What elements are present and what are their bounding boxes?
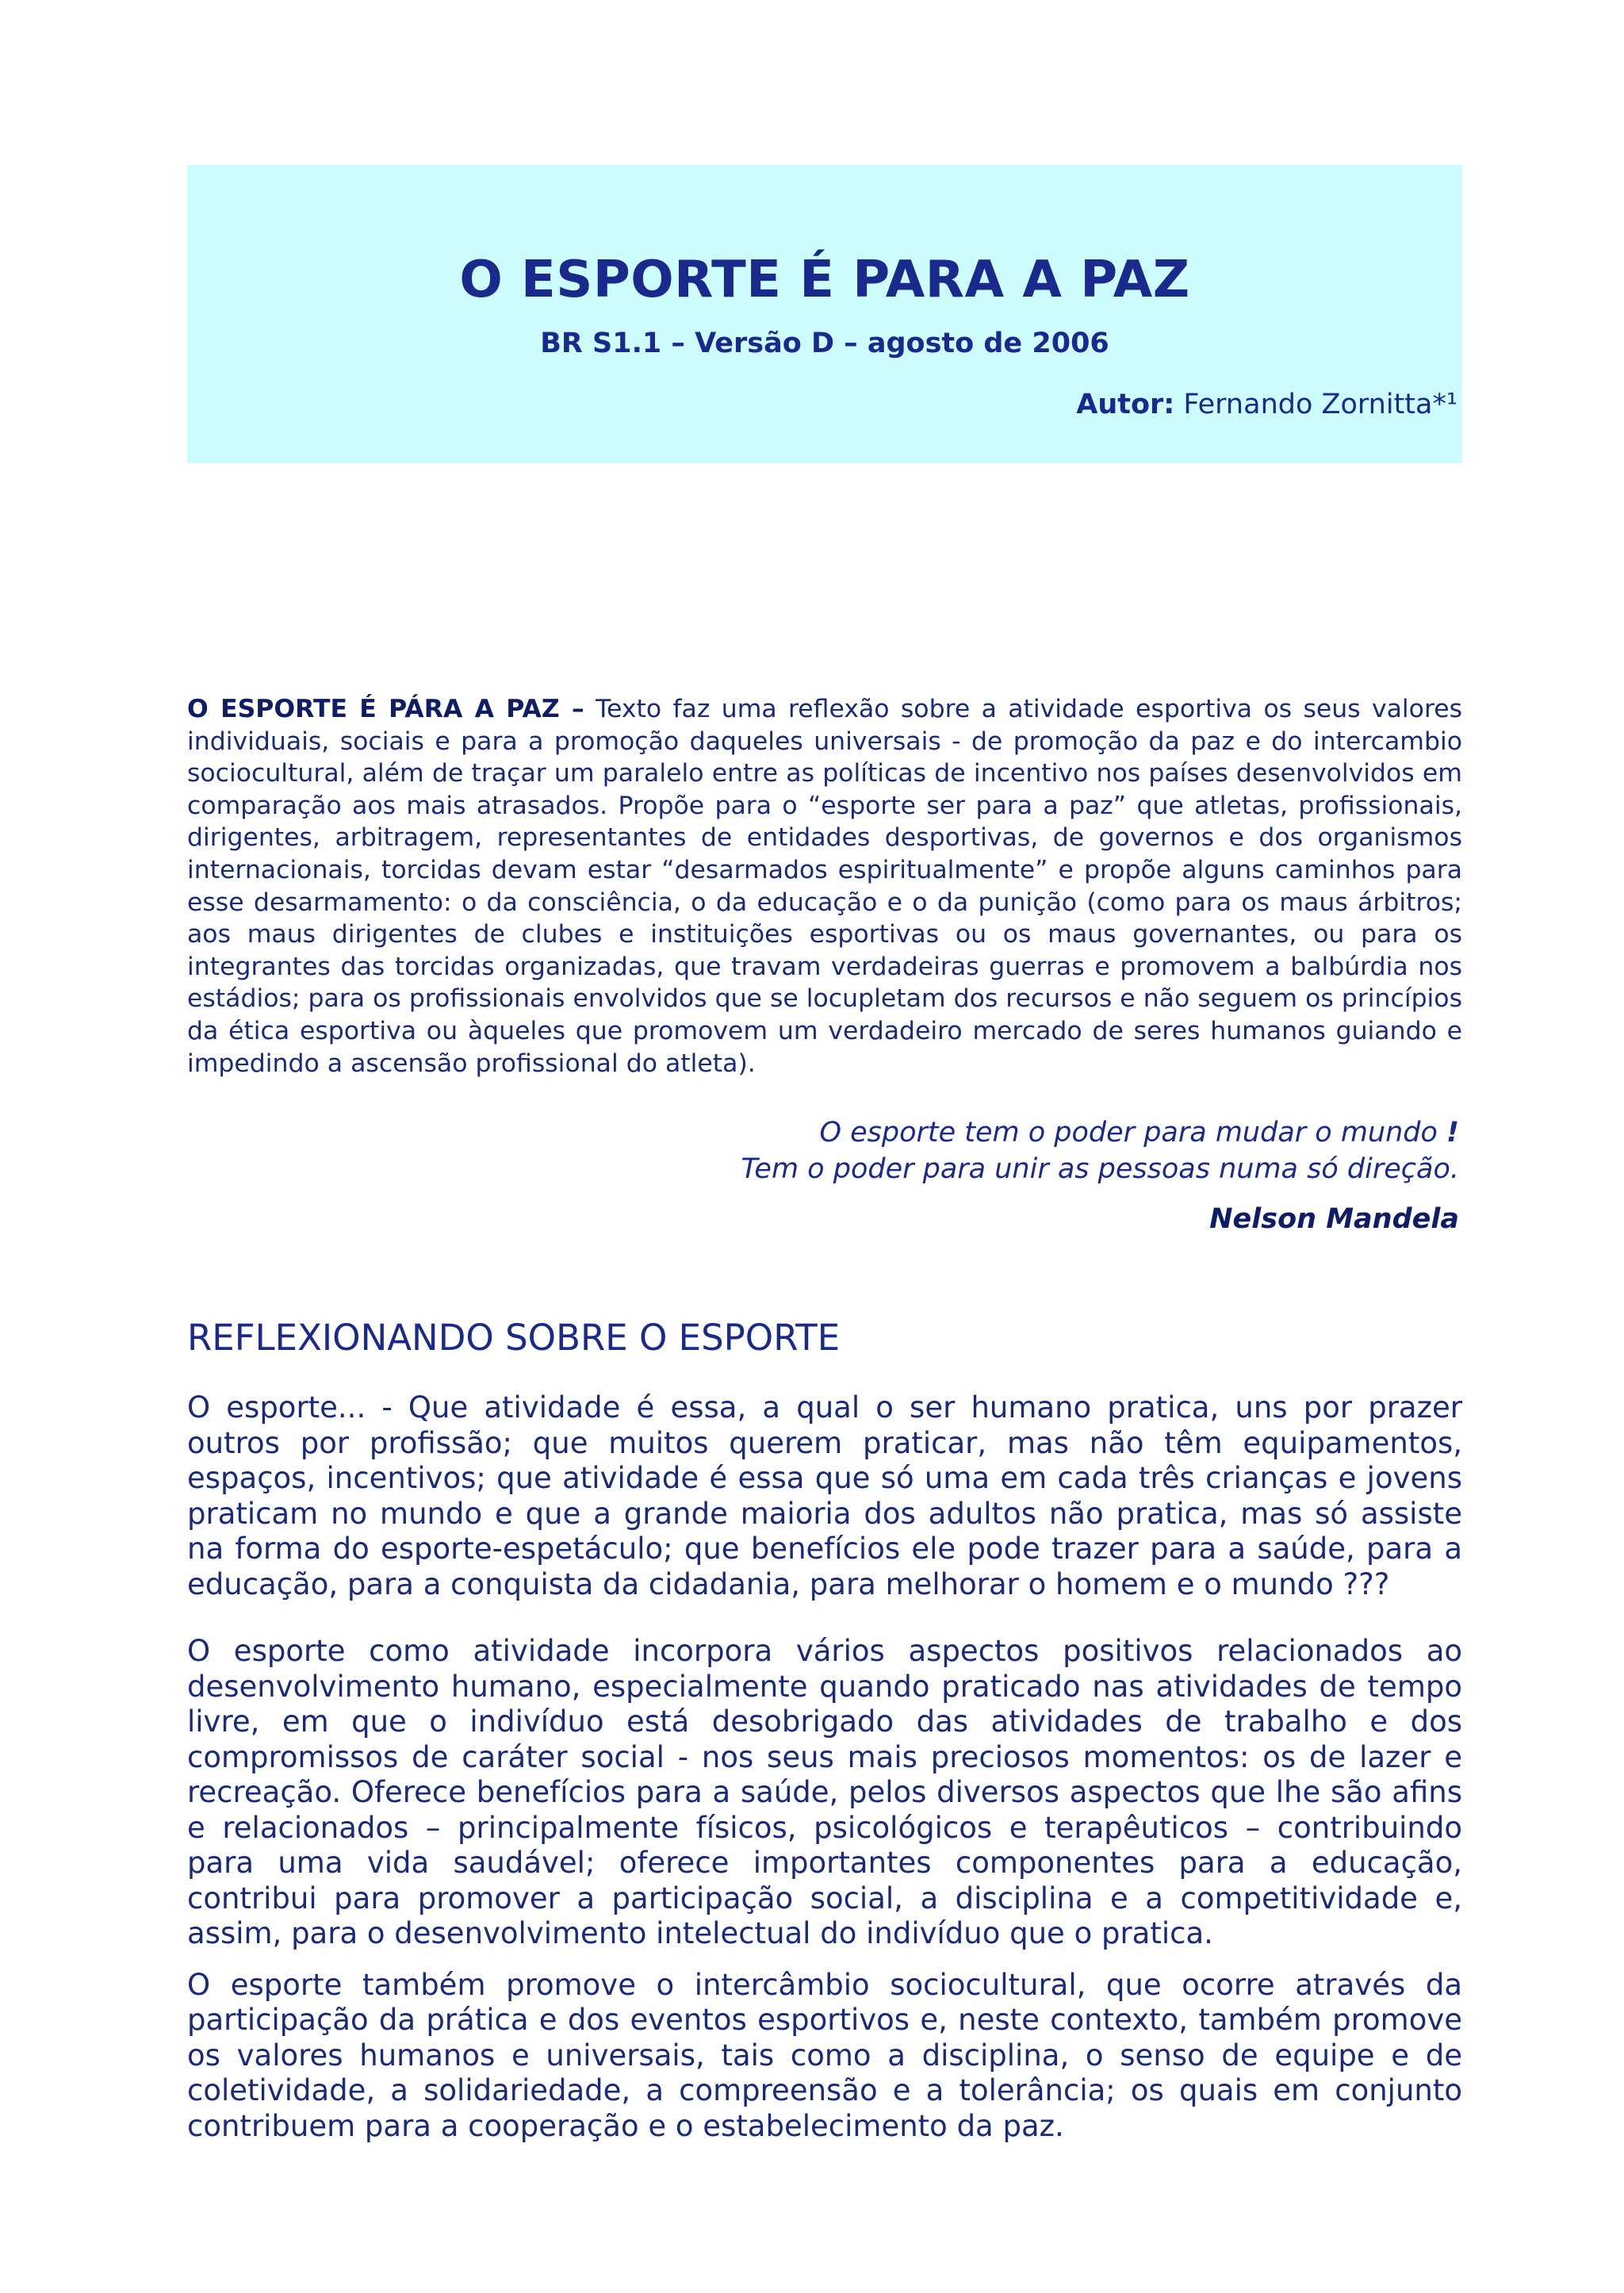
abstract-text: Texto faz uma reflexão sobre a atividade esportiva os seus valores individuais, sociais e para a promoção daqueles universais - de promoção da paz e do intercambio sociocultural, além de traçar um paralelo entre as políticas de incentivo nos países desenvolvidos em comparação aos mais atrasados. Propõe para o “esporte ser para a paz” que atletas, profissionais, dirigentes, arbitragem, representantes de entidades desportivas, de governos e dos organismos internacionais, torcidas devam estar “desarmados espiritualmente” e propõe alguns caminhos para esse desarmamento: o da consciência, o da educação e o da punição (como para os maus árbitros; aos maus dirigentes de clubes e instituições esportivas ou os maus governantes, ou para os integrantes das torcidas organizadas, que travam verdadeiras guerras e promovem a balbúrdia nos estádios; para os profissionais envolvidos que se locupletam dos recursos e não seguem os princípios da ética esportiva ou àqueles que promovem um verdadeiro mercado de seres humanos guiando e impedindo a ascensão profissional do atleta). bbox=[187, 695, 1463, 1078]
quote-line-1 bbox=[187, 1114, 1459, 1151]
document-subtitle: BR S1.1 – Versão D – agosto de 2006 bbox=[540, 328, 1109, 359]
document-page bbox=[187, 165, 1462, 2144]
title-banner bbox=[187, 165, 1462, 463]
author-name: Fernando Zornitta*¹ bbox=[1174, 389, 1457, 420]
quote-exclamation: ! bbox=[1446, 1117, 1459, 1149]
quote-line-1-text: O esporte tem o poder para mudar o mundo bbox=[819, 1117, 1447, 1149]
section-heading: REFLEXIONANDO SOBRE O ESPORTE bbox=[187, 1317, 841, 1359]
body-paragraph-2: O esporte como atividade incorpora vários aspectos positivos relacionados ao desenvolvimento humano, especialmente quando praticado nas atividades de tempo livre, em que o indivíduo está desobrigado das atividades de trabalho e dos compromissos de caráter social - nos seus mais preciosos momentos: os de lazer e recreação. Oferece benefícios para a saúde, pelos diversos aspectos que lhe são afins e relacionados – principalmente físicos, psicológicos e terapêuticos – contribuindo para uma vida saudável; oferece importantes componentes para a educação, contribui para promover a participação social, a disciplina e a competitividade e, assim, para o desenvolvimento intelectual do indivíduo que o pratica. bbox=[187, 1634, 1462, 1951]
abstract-lead: O ESPORTE É PÁRA A PAZ – bbox=[187, 695, 584, 723]
epigraph-quote bbox=[187, 1114, 1462, 1187]
document-title: O ESPORTE É PARA A PAZ bbox=[459, 251, 1190, 309]
quote-line-2: Tem o poder para unir as pessoas numa só direção. bbox=[741, 1153, 1459, 1186]
body-paragraph-3: O esporte também promove o intercâmbio sociocultural, que ocorre através da participação da prática e dos eventos esportivos e, neste contexto, também promove os valores humanos e universais, tais como a disciplina, o senso de equipe e de coletividade, a solidariedade, a compreensão e a tolerância; os quais em conjunto contribuem para a cooperação e o estabelecimento da paz. bbox=[187, 1967, 1462, 2143]
body-paragraph-1: O esporte... - Que atividade é essa, a qual o ser humano pratica, uns por prazer outros por profissão; que muitos querem praticar, mas não têm equipamentos, espaços, incentivos; que atividade é essa que só uma em cada três crianças e jovens praticam no mundo e que a grande maioria dos adultos não pratica, mas só assiste na forma do esporte-espetáculo; que benefícios ele pode trazer para a saúde, para a educação, para a conquista da cidadania, para melhorar o homem e o mundo ??? bbox=[187, 1390, 1462, 1601]
author-line bbox=[1076, 389, 1457, 420]
author-label: Autor: bbox=[1076, 389, 1175, 420]
quote-author: Nelson Mandela bbox=[1209, 1203, 1459, 1236]
abstract-paragraph bbox=[187, 693, 1462, 1079]
